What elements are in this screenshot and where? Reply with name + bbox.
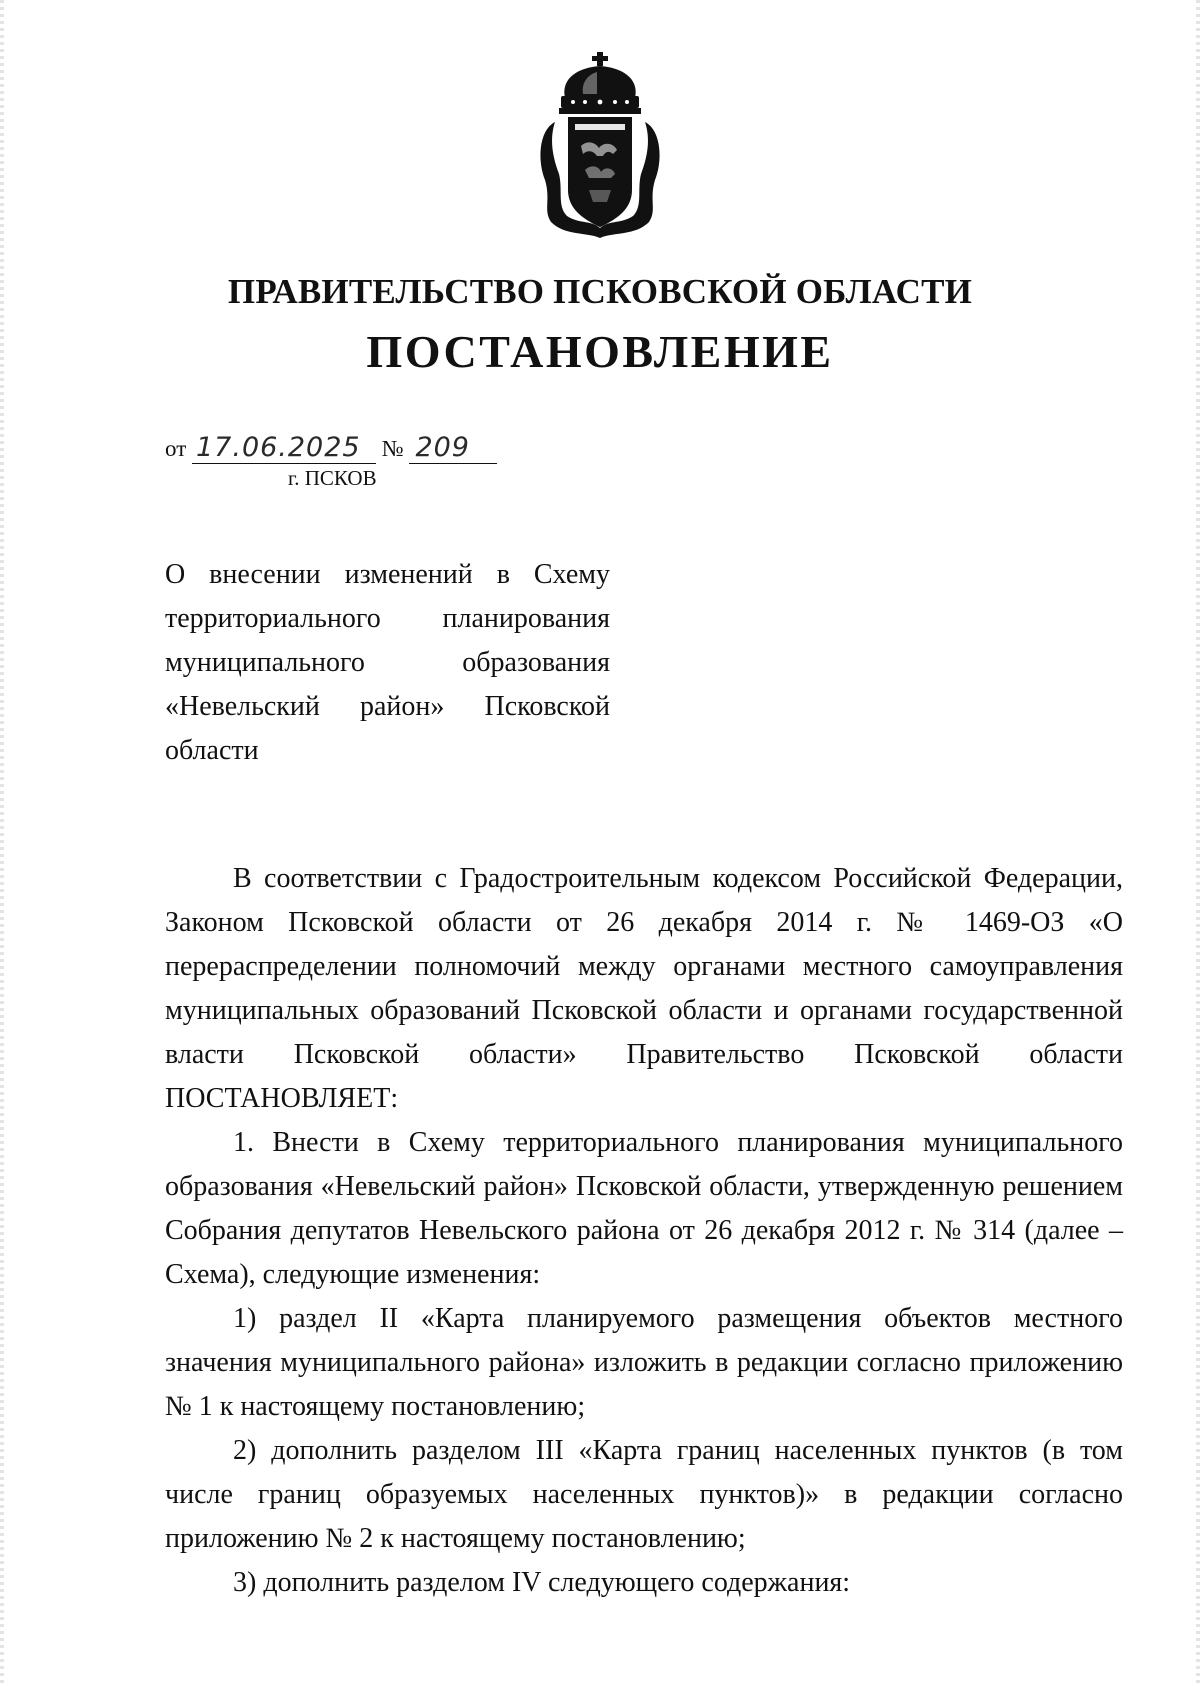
body-paragraph: 3) дополнить разделом IV следующего содержания: xyxy=(233,1567,851,1598)
subject-line: «Невельский район» Псковской xyxy=(165,691,610,722)
document-type-title: ПОСТАНОВЛЕНИЕ xyxy=(366,326,834,377)
document-body xyxy=(165,857,1123,1605)
subject-line: территориального планирования xyxy=(165,603,610,634)
document-subject xyxy=(165,553,610,773)
pskov-coat-of-arms-icon xyxy=(525,50,675,240)
subject-line: области xyxy=(165,735,259,766)
scan-edge-left xyxy=(0,0,4,1686)
date-field xyxy=(192,432,376,464)
scan-edge-right xyxy=(1196,0,1200,1686)
date-number-line xyxy=(165,432,497,464)
number-value: 209 xyxy=(415,432,470,463)
date-from-label: от xyxy=(165,436,187,461)
body-paragraph: 1) раздел II «Карта планируемого размещения объектов местного значения муниципального района» изложить в редакции согласно приложению № 1 к настоящему постановлению; xyxy=(165,1303,1123,1422)
body-paragraph: 2) дополнить разделом III «Карта границ населенных пунктов (в том числе границ образуемых населенных пунктов)» в редакции согласно приложению № 2 к настоящему постановлению; xyxy=(165,1435,1123,1554)
date-value: 17.06.2025 xyxy=(196,432,361,463)
preamble-paragraph: В соответствии с Градостроительным кодексом Российской Федерации, Законом Псковской области от 26 декабря 2014 г. № 1469-ОЗ «О перераспределении полномочий между органами местного самоуправления муниципальных образований Псковской области и органами государственной власти Псковской области» Правительство Псковской области ПОСТАНОВЛЯЕТ: xyxy=(165,863,1123,1114)
number-field xyxy=(409,432,497,464)
subject-line: О внесении изменений в Схему xyxy=(165,559,610,590)
number-label: № xyxy=(381,436,404,461)
body-paragraph: 1. Внести в Схему территориального планирования муниципального образования «Невельский район» Псковской области, утвержденную решением Собрания депутатов Невельского района от 26 декабря 2012 г. № 314 (далее – Схема), следующие изменения: xyxy=(165,1127,1123,1290)
city-label: г. ПСКОВ xyxy=(288,466,377,490)
organization-title: ПРАВИТЕЛЬСТВО ПСКОВСКОЙ ОБЛАСТИ xyxy=(227,272,973,311)
subject-line: муниципального образования xyxy=(165,647,610,678)
